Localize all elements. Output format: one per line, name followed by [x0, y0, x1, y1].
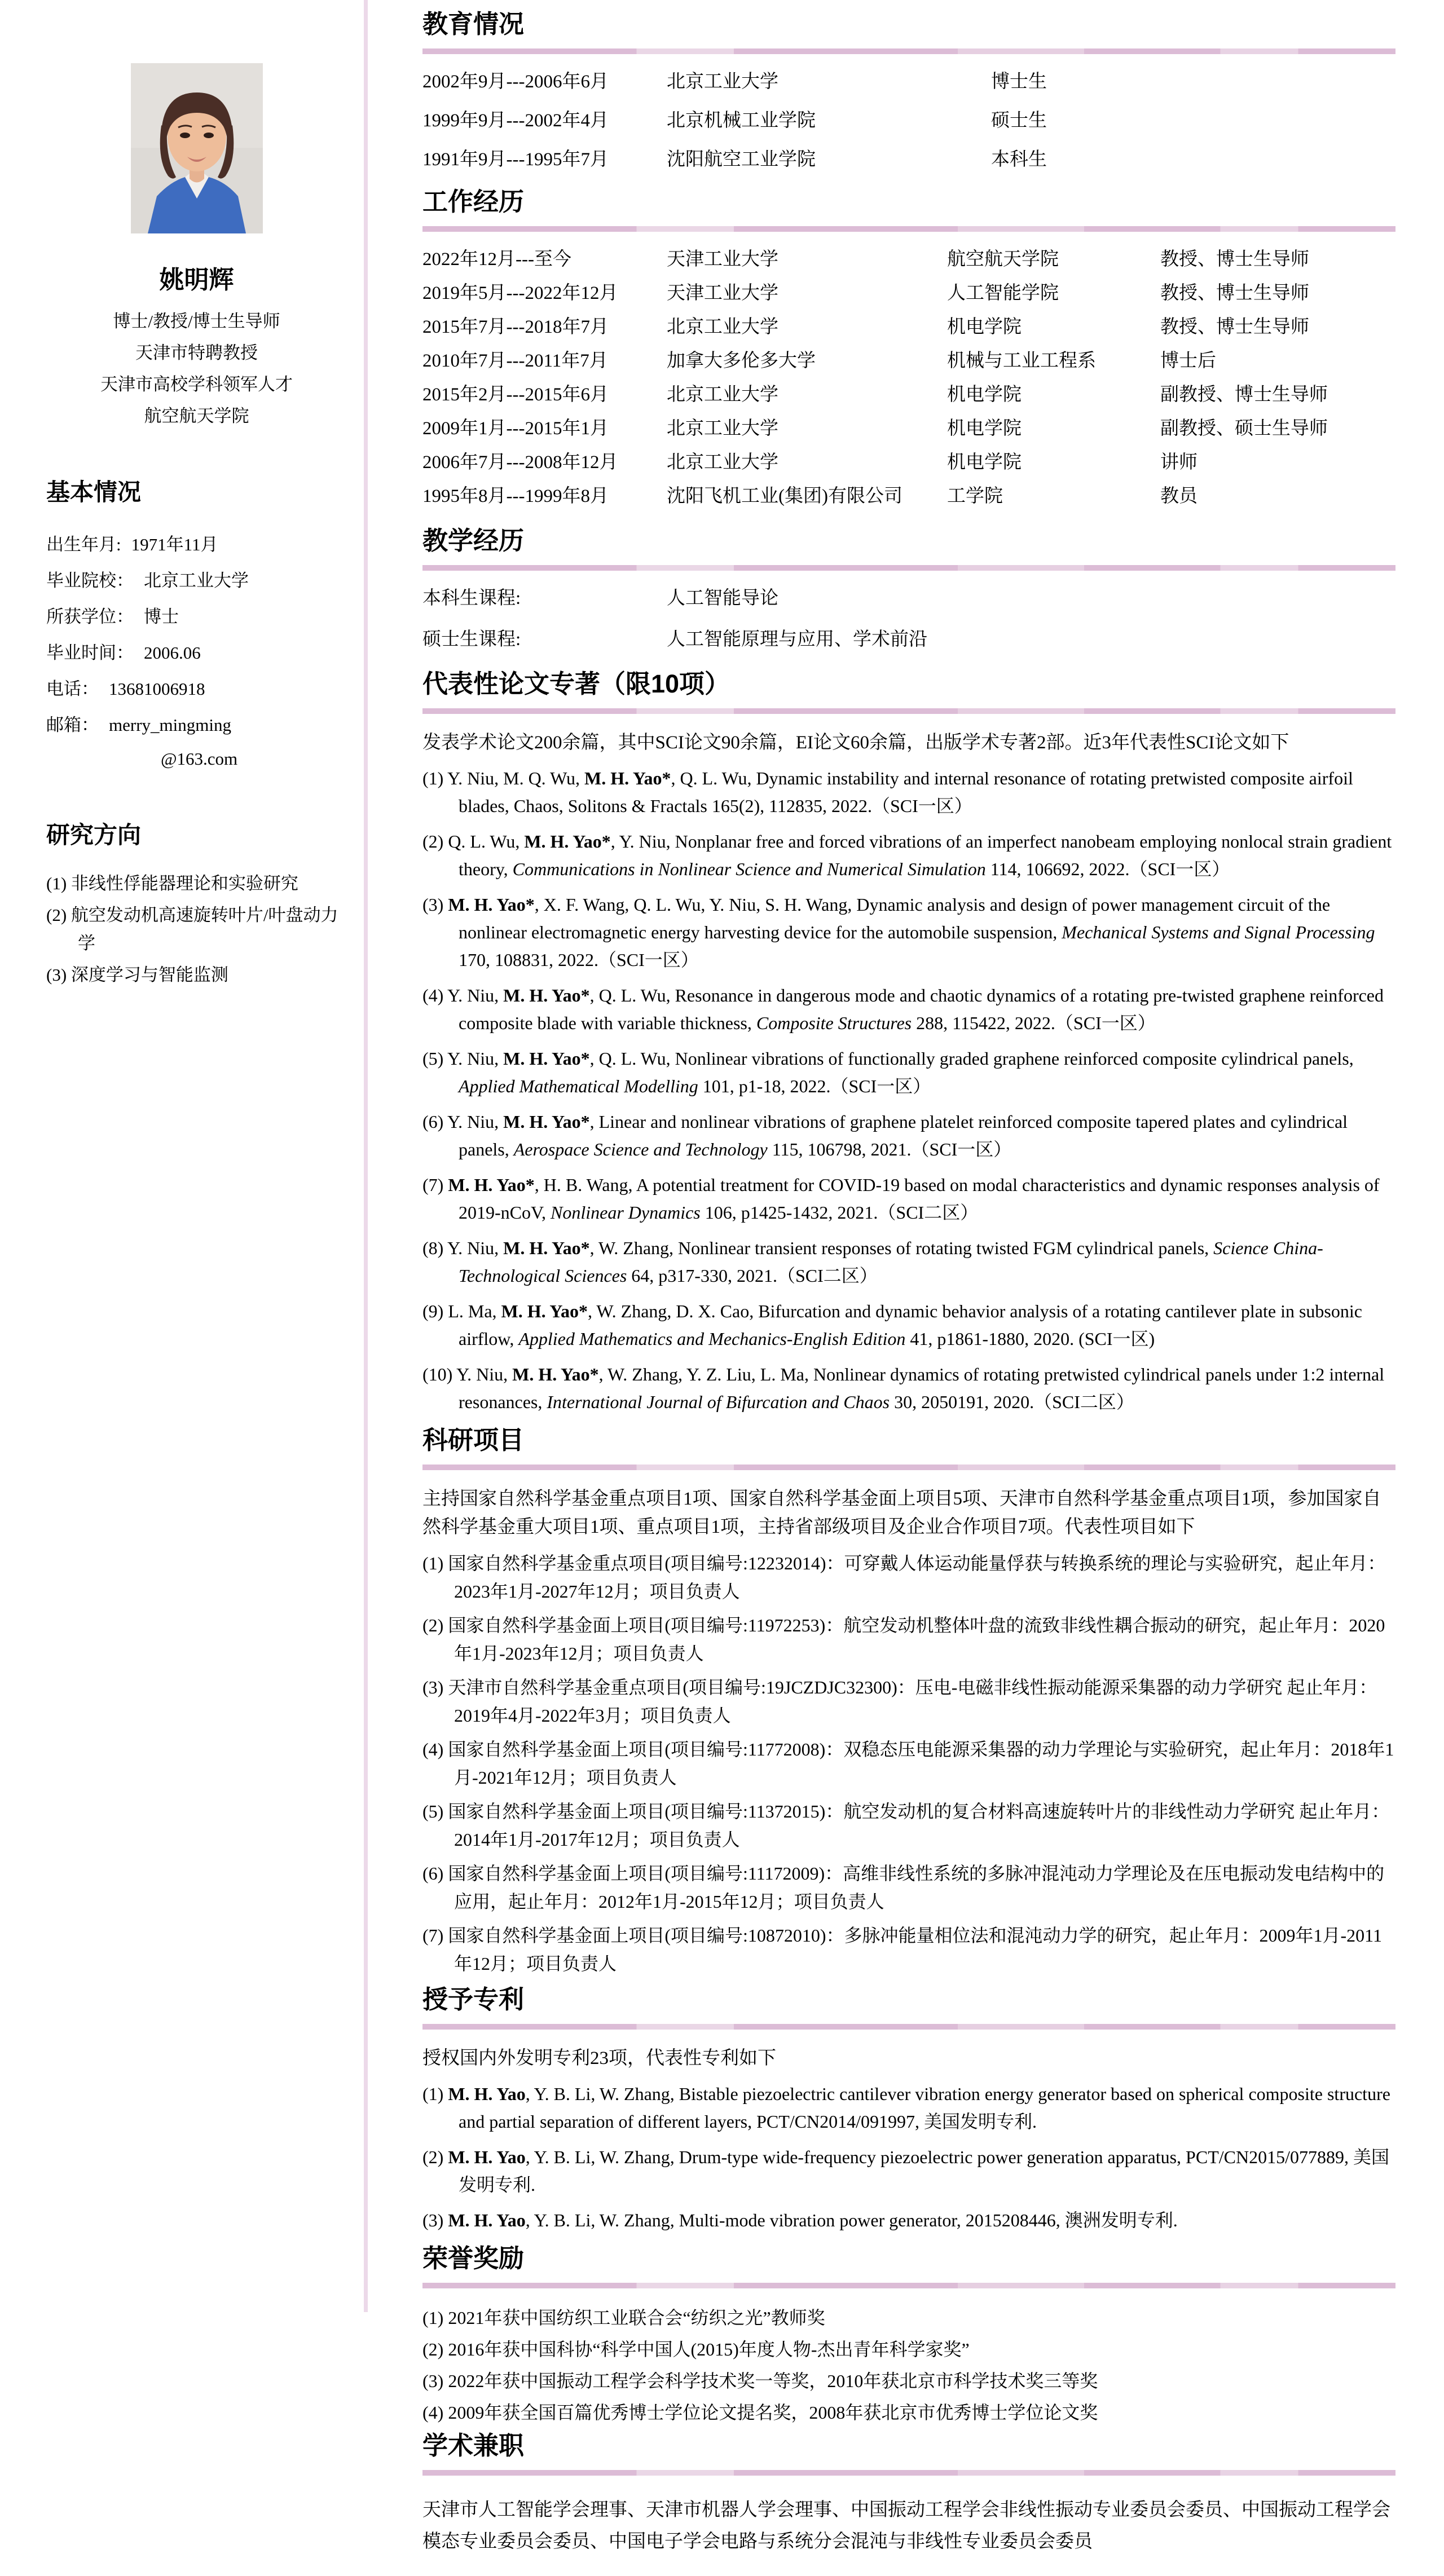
- person-titles: [46, 306, 347, 432]
- person-name: 姚明辉: [159, 266, 234, 294]
- basic-info-value: 13681006918: [109, 679, 205, 699]
- work-title: 副教授、硕士生导师: [1160, 418, 1328, 439]
- teaching-table: [422, 585, 1395, 653]
- work-department: 工学院: [947, 486, 1003, 506]
- work-department: 机电学院: [947, 452, 1022, 473]
- basic-info-value: 博士: [144, 607, 179, 627]
- research-direction-item: (3) 深度学习与智能监测: [46, 965, 228, 985]
- project-item: (2) 国家自然科学基金面上项目(项目编号:11972253)：航空发动机整体叶盘的流致非线性耦合振动的研究，起止年月：2020年1月-2023年12月；项目负责人: [422, 1615, 1385, 1664]
- education-heading: 教育情况: [422, 10, 525, 38]
- work-table: [422, 246, 1395, 510]
- basic-info-value: 北京工业大学: [144, 571, 249, 590]
- basic-info-row: [46, 671, 347, 707]
- work-organization: 沈阳飞机工业(集团)有限公司: [667, 486, 902, 506]
- projects-heading: 科研项目: [422, 1426, 525, 1454]
- education-row: [422, 147, 1395, 173]
- research-directions-list: [46, 870, 347, 989]
- publications-intro: 发表学术论文200余篇，其中SCI论文90余篇，EI论文60余篇，出版学术专著2部。近3年代表性SCI论文如下: [422, 733, 1289, 753]
- main-content: [364, 0, 1444, 2576]
- honor-item: (4) 2009年获全国百篇优秀博士学位论文提名奖，2008年获北京市优秀博士学位论文奖: [422, 2402, 1098, 2423]
- basic-info-label: 电话：: [46, 679, 99, 699]
- teaching-course: 人工智能导论: [667, 588, 778, 608]
- section-underline: [422, 226, 1395, 232]
- publication-item: (4) Y. Niu, M. H. Yao*, Q. L. Wu, Resonance in dangerous mode and chaotic dynamics of a rotating pre-twisted graphene reinforced composite blade with variable thickness, Composite Structures 288, 115422, 2022.（SCI一区）: [422, 985, 1384, 1033]
- work-department: 航空航天学院: [947, 249, 1059, 270]
- patents-intro: 授权国内外发明专利23项，代表性专利如下: [422, 2048, 776, 2068]
- education-period: 1991年9月---1995年7月: [422, 149, 609, 170]
- work-period: 2010年7月---2011年7月: [422, 351, 608, 371]
- section-underline: [422, 2470, 1395, 2476]
- project-item: (5) 国家自然科学基金面上项目(项目编号:11372015)：航空发动机的复合材料高速旋转叶片的非线性动力学研究 起止年月：2014年1月-2017年12月；项目负责人: [422, 1801, 1390, 1850]
- work-row: [422, 246, 1395, 273]
- work-department: 人工智能学院: [947, 283, 1059, 303]
- service-text: 天津市人工智能学会理事、天津市机器人学会理事、中国振动工程学会非线性振动专业委员会委员、中国振动工程学会模态专业委员会委员、中国电子学会电路与系统分会混沌与非线性专业委员会委员: [422, 2500, 1390, 2552]
- education-school: 北京工业大学: [667, 72, 778, 92]
- service-heading: 学术兼职: [422, 2431, 525, 2460]
- work-organization: 北京工业大学: [667, 418, 778, 439]
- work-row: [422, 382, 1395, 408]
- project-item: (3) 天津市自然科学基金重点项目(项目编号:19JCZDJC32300)：压电-电磁非线性振动能源采集器的动力学研究 起止年月：2019年4月-2022年3月；项目负责人: [422, 1677, 1377, 1726]
- work-organization: 北京工业大学: [667, 385, 778, 405]
- publications-list: [422, 765, 1395, 1416]
- publication-item: (9) L. Ma, M. H. Yao*, W. Zhang, D. X. Cao, Bifurcation and dynamic behavior analysis of a rotating cantilever plate in subsonic airflow, Applied Mathematics and Mechanics-English Edition 41, p1861-1880, 2020. (SCI一区): [422, 1301, 1362, 1349]
- work-department: 机电学院: [947, 317, 1022, 337]
- basic-info-label: 毕业时间：: [46, 643, 134, 663]
- education-degree: 博士生: [991, 72, 1047, 92]
- basic-info-label: 所获学位：: [46, 607, 134, 627]
- basic-info-value: 2006.06: [144, 643, 201, 663]
- basic-info-row: [46, 563, 347, 599]
- teaching-course: 人工智能原理与应用、学术前沿: [667, 629, 927, 650]
- publication-item: (3) M. H. Yao, Y. B. Li, W. Zhang, Multi-mode vibration power generator, 2015208446, 澳洲发明专利.: [422, 2210, 1178, 2230]
- basic-info-value: merry_mingming: [109, 715, 231, 735]
- work-row: [422, 416, 1395, 442]
- patents-list: [422, 2080, 1395, 2234]
- work-period: 2019年5月---2022年12月: [422, 283, 618, 303]
- publication-item: (1) M. H. Yao, Y. B. Li, W. Zhang, Bistable piezoelectric cantilever vibration energy generator based on spherical composite structure and partial separation of different layers, PCT/CN2014/091997, 美国发明专利.: [422, 2084, 1390, 2132]
- education-school: 沈阳航空工业学院: [667, 149, 816, 170]
- basic-info-label: 出生年月:: [46, 535, 121, 554]
- work-title: 教授、博士生导师: [1160, 317, 1309, 337]
- work-title: 博士后: [1160, 351, 1216, 371]
- research-direction-item: (2) 航空发动机高速旋转叶片/叶盘动力学: [46, 905, 338, 953]
- work-organization: 北京工业大学: [667, 317, 778, 337]
- work-title: 教员: [1160, 486, 1198, 506]
- research-direction-item: (1) 非线性俘能器理论和实验研究: [46, 874, 298, 893]
- patents-heading: 授予专利: [422, 1985, 525, 2014]
- publication-item: (10) Y. Niu, M. H. Yao*, W. Zhang, Y. Z. Liu, L. Ma, Nonlinear dynamics of rotating pretwisted cylindrical panels under 1:2 internal resonances, International Journal of Bifurcation and Chaos 30, 2050191, 2020.（SCI二区）: [422, 1364, 1385, 1412]
- honor-item: (2) 2016年获中国科协“科学中国人(2015)年度人物-杰出青年科学家奖”: [422, 2339, 970, 2359]
- education-row: [422, 108, 1395, 134]
- work-title: 讲师: [1160, 452, 1198, 473]
- work-row: [422, 280, 1395, 307]
- education-period: 1999年9月---2002年4月: [422, 111, 609, 131]
- publication-item: (2) M. H. Yao, Y. B. Li, W. Zhang, Drum-type wide-frequency piezoelectric power generation apparatus, PCT/CN2015/077889, 美国发明专利.: [422, 2147, 1389, 2195]
- publication-item: (6) Y. Niu, M. H. Yao*, Linear and nonlinear vibrations of graphene platelet reinforced composite tapered plates and cylindrical panels, Aerospace Science and Technology 115, 106798, 2021.（SCI一区）: [422, 1111, 1348, 1159]
- project-item: (1) 国家自然科学基金重点项目(项目编号:12232014)：可穿戴人体运动能量俘获与转换系统的理论与实验研究，起止年月：2023年1月-2027年12月；项目负责人: [422, 1553, 1386, 1602]
- honors-list: [422, 2303, 1395, 2427]
- work-period: 2009年1月---2015年1月: [422, 418, 609, 439]
- teaching-row: [422, 585, 1395, 612]
- section-underline: [422, 708, 1395, 714]
- project-item: (7) 国家自然科学基金面上项目(项目编号:10872010)：多脉冲能量相位法和混沌动力学的研究，起止年月：2009年1月-2011年12月；项目负责人: [422, 1925, 1382, 1974]
- basic-info-label: 毕业院校：: [46, 571, 134, 590]
- work-organization: 天津工业大学: [667, 283, 778, 303]
- person-title-line: 天津市高校学科领军人才: [100, 374, 293, 394]
- work-department: 机电学院: [947, 418, 1022, 439]
- person-title-line: 天津市特聘教授: [135, 343, 258, 363]
- section-underline: [422, 565, 1395, 571]
- section-underline: [422, 48, 1395, 54]
- education-period: 2002年9月---2006年6月: [422, 72, 609, 92]
- work-title: 副教授、博士生导师: [1160, 385, 1328, 405]
- work-row: [422, 348, 1395, 374]
- work-row: [422, 449, 1395, 476]
- work-row: [422, 314, 1395, 341]
- publications-heading: 代表性论文专著（限10项）: [422, 669, 730, 698]
- portrait-image: [131, 63, 263, 233]
- column-divider: [364, 0, 368, 2312]
- person-title-line: 博士/教授/博士生导师: [113, 311, 280, 331]
- section-underline: [422, 2024, 1395, 2030]
- publication-item: (8) Y. Niu, M. H. Yao*, W. Zhang, Nonlinear transient responses of rotating twisted FGM cylindrical panels, Science China-Technological Sciences 64, p317-330, 2021.（SCI二区）: [422, 1238, 1323, 1286]
- work-heading: 工作经历: [422, 187, 525, 216]
- education-table: [422, 69, 1395, 173]
- work-period: 1995年8月---1999年8月: [422, 486, 609, 506]
- education-row: [422, 69, 1395, 95]
- teaching-label: 硕士生课程:: [422, 629, 521, 650]
- teaching-row: [422, 627, 1395, 653]
- basic-info-heading: 基本情况: [46, 479, 142, 505]
- work-row: [422, 483, 1395, 510]
- basic-info-list: [46, 527, 347, 775]
- education-degree: 硕士生: [991, 111, 1047, 131]
- education-school: 北京机械工业学院: [667, 111, 816, 131]
- basic-info-row: [46, 707, 347, 743]
- projects-list: [422, 1549, 1395, 1978]
- sidebar: [0, 0, 364, 2576]
- projects-intro: 主持国家自然科学基金重点项目1项、国家自然科学基金面上项目5项、天津市自然科学基金重点项目1项，参加国家自然科学基金重大项目1项、重点项目1项，主持省部级项目及企业合作项目7项。代表性项目如下: [422, 1489, 1381, 1537]
- basic-info-row: [46, 599, 347, 635]
- work-period: 2006年7月---2008年12月: [422, 452, 618, 473]
- publication-item: (2) Q. L. Wu, M. H. Yao*, Y. Niu, Nonplanar free and forced vibrations of an imperfect nanobeam employing nonlocal strain gradient theory, Communications in Nonlinear Science and Numerical Simulation 114, 106692, 2022.（SCI一区）: [422, 831, 1392, 879]
- profile-photo: [131, 63, 263, 233]
- publication-item: (7) M. H. Yao*, H. B. Wang, A potential treatment for COVID-19 based on modal characteristics and dynamic responses analysis of 2019-nCoV, Nonlinear Dynamics 106, p1425-1432, 2021.（SCI二区）: [422, 1175, 1380, 1223]
- honor-item: (1) 2021年获中国纺织工业联合会“纺织之光”教师奖: [422, 2308, 825, 2328]
- work-period: 2022年12月---至今: [422, 249, 571, 270]
- work-title: 教授、博士生导师: [1160, 283, 1309, 303]
- work-organization: 北京工业大学: [667, 452, 778, 473]
- work-organization: 加拿大多伦多大学: [667, 351, 816, 371]
- section-underline: [422, 2283, 1395, 2288]
- work-title: 教授、博士生导师: [1160, 249, 1309, 270]
- publication-item: (1) Y. Niu, M. Q. Wu, M. H. Yao*, Q. L. Wu, Dynamic instability and internal resonance of rotating pretwisted composite airfoil blades, Chaos, Solitons & Fractals 165(2), 112835, 2022.（SCI一区）: [422, 768, 1353, 816]
- work-department: 机械与工业工程系: [947, 351, 1096, 371]
- work-organization: 天津工业大学: [667, 249, 778, 270]
- research-directions-heading: 研究方向: [46, 822, 142, 848]
- honor-item: (3) 2022年获中国振动工程学会科学技术奖一等奖，2010年获北京市科学技术奖三等奖: [422, 2371, 1098, 2391]
- basic-info-label: 邮箱：: [46, 715, 99, 735]
- project-item: (4) 国家自然科学基金面上项目(项目编号:11772008)：双稳态压电能源采集器的动力学理论与实验研究，起止年月：2018年1月-2021年12月；项目负责人: [422, 1739, 1394, 1788]
- basic-info-value: @163.com: [161, 749, 238, 769]
- work-period: 2015年2月---2015年6月: [422, 385, 609, 405]
- teaching-heading: 教学经历: [422, 526, 525, 555]
- basic-info-row: [46, 743, 347, 775]
- education-degree: 本科生: [991, 149, 1047, 170]
- basic-info-value: 1971年11月: [131, 535, 218, 554]
- teaching-label: 本科生课程:: [422, 588, 521, 608]
- section-underline: [422, 1465, 1395, 1470]
- project-item: (6) 国家自然科学基金面上项目(项目编号:11172009)：高维非线性系统的多脉冲混沌动力学理论及在压电振动发电结构中的应用，起止年月：2012年1月-2015年12月；项目负责人: [422, 1863, 1385, 1912]
- work-period: 2015年7月---2018年7月: [422, 317, 609, 337]
- work-department: 机电学院: [947, 385, 1022, 405]
- honors-heading: 荣誉奖励: [422, 2244, 525, 2273]
- publication-item: (3) M. H. Yao*, X. F. Wang, Q. L. Wu, Y. Niu, S. H. Wang, Dynamic analysis and design of power management circuit of the nonlinear electromagnetic energy harvesting device for the automobile suspension, Mechanical Systems and Signal Processing 170, 108831, 2022.（SCI一区）: [422, 894, 1375, 970]
- basic-info-row: [46, 635, 347, 671]
- basic-info-row: [46, 527, 347, 563]
- person-title-line: 航空航天学院: [144, 406, 249, 426]
- publication-item: (5) Y. Niu, M. H. Yao*, Q. L. Wu, Nonlinear vibrations of functionally graded graphene reinforced composite cylindrical panels, Applied Mathematical Modelling 101, p1-18, 2022.（SCI一区）: [422, 1048, 1354, 1096]
